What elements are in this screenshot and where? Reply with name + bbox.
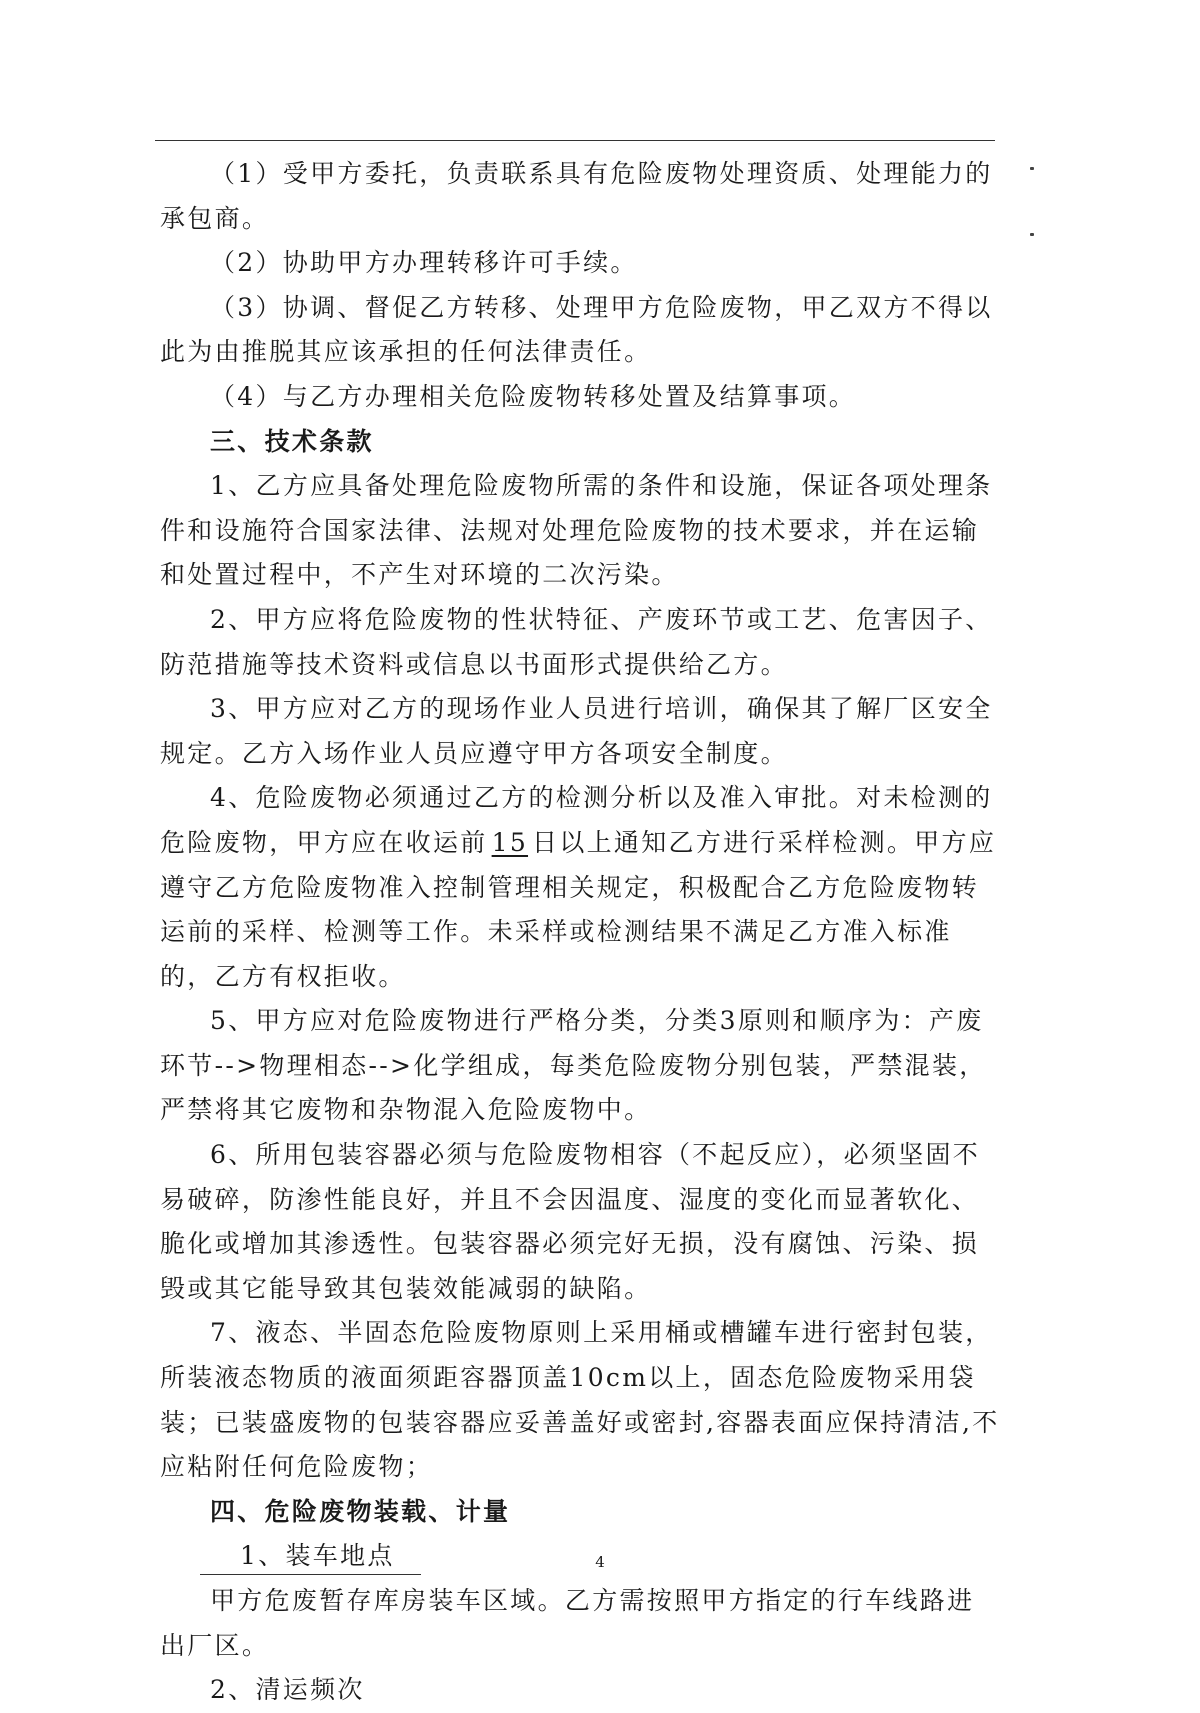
clause-6: 6、所用包装容器必须与危险废物相容（不起反应），必须坚固不易破碎，防渗性能良好，并且不会因温度、湿度的变化而显著软化、脆化或增加其渗透性。包装容器必须完好无损，没有腐蚀、污染、损毁或其它能导致其包装效能减弱的缺陷。	[160, 1140, 981, 1303]
clause-3: 3、甲方应对乙方的现场作业人员进行培训，确保其了解厂区安全规定。乙方入场作业人员应遵守甲方各项安全制度。	[160, 694, 993, 768]
clause-5: 5、甲方应对危险废物进行严格分类，分类3原则和顺序为：产废环节-->物理相态-->化学组成，每类危险废物分别包装，严禁混装，严禁将其它废物和杂物混入危险废物中。	[160, 1006, 987, 1125]
paragraph-3: （3）协调、督促乙方转移、处理甲方危险废物，甲乙双方不得以此为由推脱其应该承担的任何法律责任。	[160, 292, 993, 367]
clause-4	[160, 776, 1000, 999]
clause-2: 2、甲方应将危险废物的性状特征、产废环节或工艺、危害因子、防范措施等技术资料或信息以书面形式提供给乙方。	[160, 604, 993, 679]
clause-1: 1、乙方应具备处理危险废物所需的条件和设施，保证各项处理条件和设施符合国家法律、法规对处理危险废物的技术要求，并在运输和处置过程中，不产生对环境的二次污染。	[160, 471, 993, 590]
document-body	[160, 152, 1000, 1713]
item-2-heading: 2、清运频次	[210, 1675, 365, 1705]
clause-4-after: 日以上通知乙方进行采样检测。甲方应遵守乙方危险废物准入控制管理相关规定，积极配合乙方危险废物转运前的采样、检测等工作。未采样或检测结果不满足乙方准入标准的，乙方有权拒收。	[160, 827, 997, 991]
section-4-heading: 四、危险废物装载、计量	[210, 1496, 511, 1526]
section-3-heading: 三、技术条款	[210, 426, 374, 456]
header-rule	[155, 140, 995, 141]
clause-7: 7、液态、半固态危险废物原则上采用桶或槽罐车进行密封包装，所装液态物质的液面须距容器顶盖10cm以上，固态危险废物采用袋装；已装盛废物的包装容器应妥善盖好或密封,容器表面应保持清洁,不应粘附任何危险废物；	[160, 1318, 1000, 1482]
paragraph-1: （1）受甲方委托，负责联系具有危险废物处理资质、处理能力的承包商。	[160, 159, 993, 233]
days-field: 15	[491, 827, 529, 857]
scan-speck	[1030, 233, 1034, 236]
clause-4-before: 4、危险废物必须通过乙方的检测分析以及准入审批。对未检测的危险废物，甲方应在收运前	[160, 783, 993, 857]
paragraph-4: （4）与乙方办理相关危险废物转移处置及结算事项。	[210, 381, 857, 411]
paragraph-2: （2）协助甲方办理转移许可手续。	[210, 248, 638, 278]
scan-speck	[1030, 167, 1034, 170]
item-1-text: 甲方危废暂存库房装车区域。乙方需按照甲方指定的行车线路进出厂区。	[160, 1586, 975, 1660]
item-1-heading: 1、装车地点	[200, 1538, 421, 1575]
page-number: 4	[595, 1553, 605, 1571]
